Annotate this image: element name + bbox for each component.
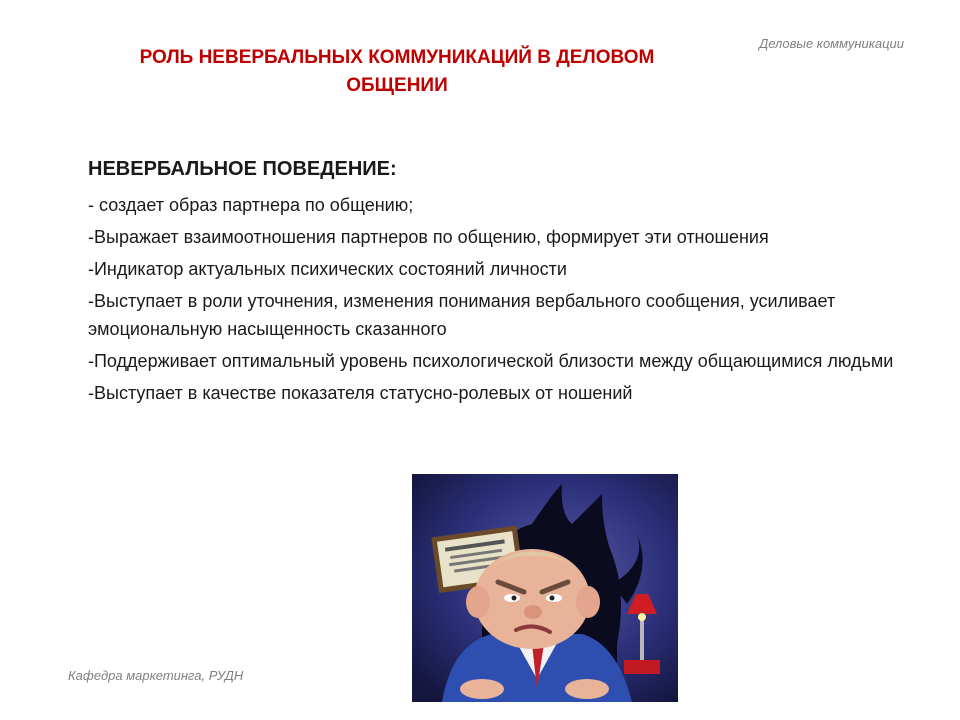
list-item: -Выступает в роли уточнения, изменения понимания вербального сообщения, усиливает эмоциональную насыщенность сказанного [88, 291, 836, 339]
list-item: -Выражает взаимоотношения партнеров по общению, формирует эти отношения [88, 227, 769, 247]
angry-boss-illustration [412, 474, 678, 702]
list-item: -Индикатор актуальных психических состояний личности [88, 259, 567, 279]
slide-content [88, 158, 900, 411]
subheading: НЕВЕРБАЛЬНОЕ ПОВЕДЕНИЕ: [88, 158, 397, 180]
list-item: -Поддерживает оптимальный уровень психологической близости между общающимися людьми [88, 351, 894, 371]
course-label: Деловые коммуникации [759, 36, 904, 51]
list-item: -Выступает в качестве показателя статусно-ролевых от ношений [88, 383, 633, 403]
slide-title: РОЛЬ НЕВЕРБАЛЬНЫХ КОММУНИКАЦИЙ В ДЕЛОВОМ ОБЩЕНИИ [139, 47, 655, 96]
department-label: Кафедра маркетинга, РУДН [68, 668, 244, 683]
list-item: - создает образ партнера по общению; [88, 195, 414, 215]
